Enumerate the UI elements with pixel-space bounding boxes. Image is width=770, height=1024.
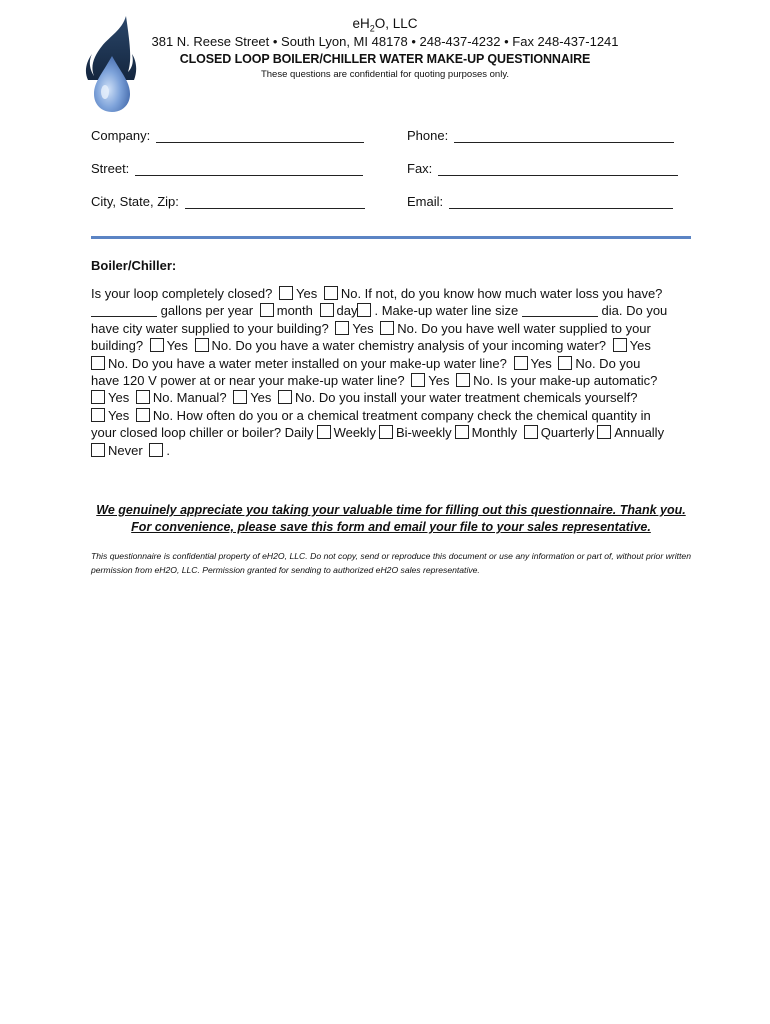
section-divider <box>91 236 691 239</box>
daily-checkbox[interactable] <box>317 425 331 439</box>
period: . <box>166 442 170 458</box>
annually-extra-checkbox[interactable] <box>91 443 105 457</box>
street-label: Street: <box>91 161 130 176</box>
line-size-input-line[interactable] <box>522 304 598 317</box>
thank-you-line-1: We genuinely appreciate you taking your valuable time for filling out this questionnaire. Thank you. <box>96 503 686 517</box>
fax-input-line[interactable] <box>438 161 678 176</box>
yes-label: Yes <box>108 390 130 406</box>
power-yes-checkbox[interactable] <box>411 373 425 387</box>
q-well-water: No. Do you have well water supplied to your <box>397 320 651 336</box>
q-check-frequency: No. How often do you or a chemical treatment company check the chemical quantity in <box>152 407 651 423</box>
meter-no-checkbox[interactable] <box>558 356 572 370</box>
q-closed-loop-daily: your closed loop chiller or boiler? Daily <box>91 425 314 441</box>
per-day-checkbox[interactable] <box>320 303 334 317</box>
monthly-checkbox[interactable] <box>524 425 538 439</box>
company-label: Company: <box>91 128 151 143</box>
install-no-checkbox[interactable] <box>136 408 150 422</box>
section-title: Boiler/Chiller: <box>91 258 177 273</box>
never-label: Never <box>108 442 143 458</box>
confidentiality-notice: This questionnaire is confidential property of eH2O, LLC. Do not copy, send or reproduce this document or use any information or part of, without prior written permission from eH2O, LLC. Permission granted for sending to authorized eH2O sales representative. <box>91 551 691 575</box>
form-title: CLOSED LOOP BOILER/CHILLER WATER MAKE-UP QUESTIONNAIRE <box>179 52 591 66</box>
dia-label: dia. Do you <box>601 303 668 319</box>
yes-label: Yes <box>629 338 651 354</box>
never-checkbox[interactable] <box>149 443 163 457</box>
biweekly-checkbox[interactable] <box>455 425 469 439</box>
city-water-no-checkbox[interactable] <box>380 321 394 335</box>
fax-label: Fax: <box>407 161 433 176</box>
water-loss-amount-line[interactable] <box>91 304 157 317</box>
month-label: month <box>276 303 313 319</box>
yes-label: Yes <box>530 355 552 371</box>
weekly-label: Weekly <box>333 425 376 441</box>
manual-yes-checkbox[interactable] <box>233 390 247 404</box>
yes-label: Yes <box>352 320 374 336</box>
flame-droplet-logo-icon <box>82 14 142 114</box>
company-name: $eH_2O$, LLC <box>352 16 418 34</box>
gallons-per-year-label: gallons per year <box>160 303 254 319</box>
analysis-yes-checkbox[interactable] <box>613 338 627 352</box>
yes-label: Yes <box>108 407 130 423</box>
q-manual: No. Manual? <box>152 390 227 406</box>
email-field <box>407 194 673 209</box>
fax-field <box>407 161 678 176</box>
quarterly-label: Quarterly <box>540 425 595 441</box>
loop-closed-no-checkbox[interactable] <box>324 286 338 300</box>
q-city-water: have city water supplied to your building? <box>91 320 329 336</box>
day-label: day <box>336 303 358 319</box>
weekly-checkbox[interactable] <box>379 425 393 439</box>
well-water-no-checkbox[interactable] <box>195 338 209 352</box>
yes-label: Yes <box>166 338 188 354</box>
city-state-zip-label: City, State, Zip: <box>91 194 179 209</box>
makeup-line-size-label: . Make-up water line size <box>374 303 519 319</box>
power-no-checkbox[interactable] <box>456 373 470 387</box>
street-field <box>91 161 363 176</box>
city-water-yes-checkbox[interactable] <box>335 321 349 335</box>
q-makeup-automatic: No. Is your make-up automatic? <box>473 372 658 388</box>
analysis-no-checkbox[interactable] <box>91 356 105 370</box>
automatic-yes-checkbox[interactable] <box>91 390 105 404</box>
yes-label: Yes <box>428 372 450 388</box>
monthly-label: Monthly <box>471 425 518 441</box>
q-120v-power: have 120 V power at or near your make-up water line? <box>91 372 405 388</box>
day-extra-checkbox[interactable] <box>357 303 371 317</box>
phone-label: Phone: <box>407 128 449 143</box>
thank-you-line-2: For convenience, please save this form and email your file to your sales representative. <box>131 520 651 534</box>
yes-label: Yes <box>296 286 318 301</box>
phone-field <box>407 128 674 143</box>
biweekly-label: Bi-weekly <box>395 425 452 441</box>
confidential-note: These questions are confidential for quoting purposes only. <box>260 69 510 80</box>
per-month-checkbox[interactable] <box>260 303 274 317</box>
meter-yes-checkbox[interactable] <box>514 356 528 370</box>
email-input-line[interactable] <box>449 194 673 209</box>
automatic-no-checkbox[interactable] <box>136 390 150 404</box>
company-address: 381 N. Reese Street • South Lyon, MI 48178 • 248-437-4232 • Fax 248-437-1241 <box>151 34 619 49</box>
no-do-you-label: No. Do you <box>575 355 641 371</box>
well-water-yes-checkbox[interactable] <box>150 338 164 352</box>
questions-paragraph <box>91 285 691 459</box>
company-field <box>91 128 364 143</box>
q-install-chemicals: No. Do you install your water treatment chemicals yourself? <box>295 390 638 406</box>
city-state-zip-field <box>91 194 365 209</box>
street-input-line[interactable] <box>135 161 363 176</box>
q-loop-closed: Is your loop completely closed? <box>91 286 273 301</box>
company-input-line[interactable] <box>156 128 364 143</box>
quarterly-checkbox[interactable] <box>597 425 611 439</box>
annually-label: Annually <box>614 425 665 441</box>
q-water-meter: No. Do you have a water meter installed on your make-up water line? <box>108 355 507 371</box>
q-water-analysis: No. Do you have a water chemistry analysis of your incoming water? <box>211 338 607 354</box>
phone-input-line[interactable] <box>454 128 674 143</box>
building-label: building? <box>91 338 144 354</box>
q-water-loss: No. If not, do you know how much water loss you have? <box>340 286 663 301</box>
yes-label: Yes <box>250 390 272 406</box>
manual-no-checkbox[interactable] <box>278 390 292 404</box>
email-label: Email: <box>407 194 444 209</box>
loop-closed-yes-checkbox[interactable] <box>279 286 293 300</box>
install-yes-checkbox[interactable] <box>91 408 105 422</box>
city-state-zip-input-line[interactable] <box>185 194 365 209</box>
